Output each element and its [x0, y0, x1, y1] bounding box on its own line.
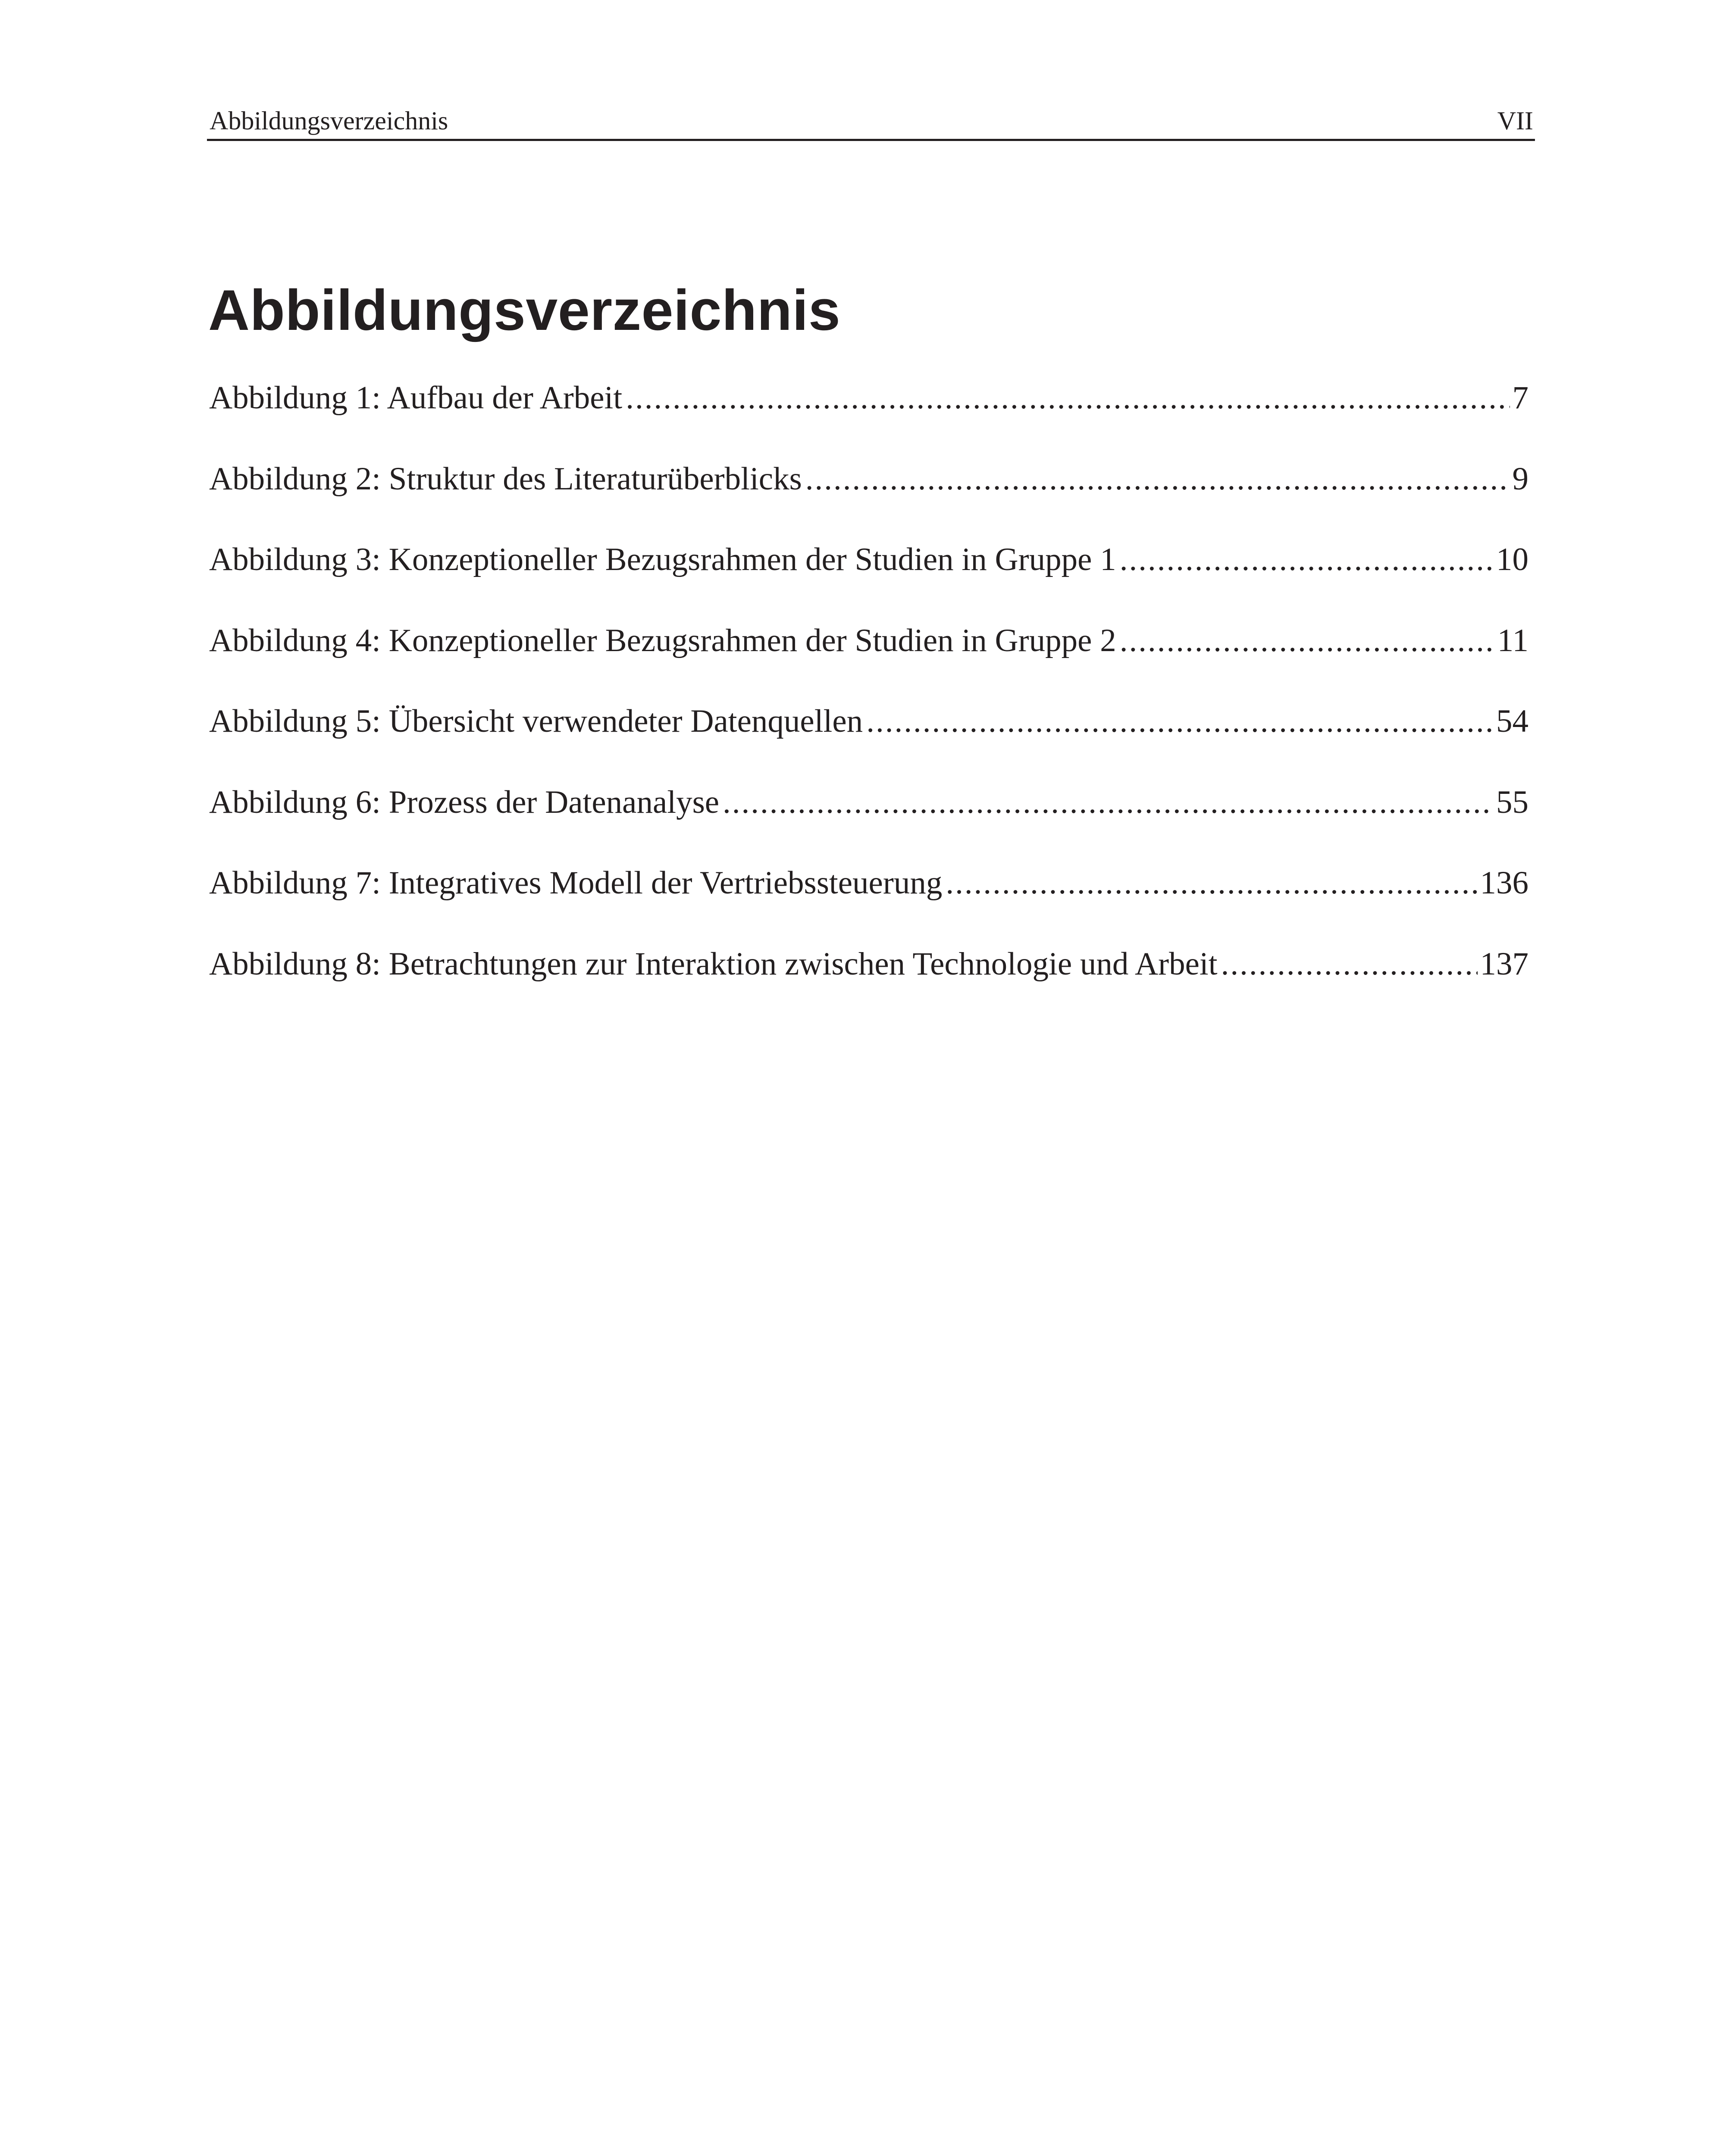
toc-entry-6[interactable]: [209, 779, 1528, 860]
toc-entry-page: 10: [1496, 542, 1528, 577]
running-header-page-number: VII: [1497, 107, 1533, 135]
list-of-figures: [209, 374, 1528, 1021]
toc-entry-3[interactable]: [209, 536, 1528, 617]
toc-entry-page: 7: [1512, 380, 1528, 416]
toc-entry-2[interactable]: [209, 455, 1528, 536]
toc-entry-label: Abbildung 2: Struktur des Literaturüberblicks: [209, 461, 802, 497]
toc-entry-label: Abbildung 7: Integratives Modell der Vertriebssteuerung: [209, 865, 943, 901]
toc-entry-page: 136: [1480, 865, 1528, 901]
dot-leader: [946, 859, 1477, 907]
toc-entry-label: Abbildung 1: Aufbau der Arbeit: [209, 380, 623, 416]
dot-leader: [1120, 536, 1494, 583]
page-title: Abbildungsverzeichnis: [208, 279, 841, 342]
running-header-title: Abbildungsverzeichnis: [210, 107, 448, 135]
toc-entry-page: 137: [1480, 946, 1528, 982]
toc-entry-page: 55: [1496, 784, 1528, 820]
toc-entry-5[interactable]: [209, 698, 1528, 779]
toc-entry-label: Abbildung 8: Betrachtungen zur Interaktion zwischen Technologie und Arbeit: [209, 946, 1218, 982]
toc-entry-4[interactable]: [209, 617, 1528, 698]
dot-leader: [805, 455, 1510, 503]
toc-entry-label: Abbildung 3: Konzeptioneller Bezugsrahmen der Studien in Gruppe 1: [209, 542, 1116, 577]
dot-leader: [866, 698, 1494, 745]
toc-entry-1[interactable]: [209, 374, 1528, 455]
toc-entry-7[interactable]: [209, 859, 1528, 940]
toc-entry-page: 11: [1497, 622, 1528, 658]
toc-entry-8[interactable]: [209, 940, 1528, 1022]
dot-leader: [626, 374, 1510, 422]
toc-entry-page: 9: [1512, 461, 1528, 497]
toc-entry-page: 54: [1496, 703, 1528, 739]
dot-leader: [1221, 940, 1478, 988]
toc-entry-label: Abbildung 4: Konzeptioneller Bezugsrahmen der Studien in Gruppe 2: [209, 622, 1116, 658]
dot-leader: [723, 779, 1494, 826]
toc-entry-label: Abbildung 6: Prozess der Datenanalyse: [209, 784, 720, 820]
dot-leader: [1120, 617, 1495, 664]
running-header: [207, 103, 1535, 141]
toc-entry-label: Abbildung 5: Übersicht verwendeter Datenquellen: [209, 703, 863, 739]
